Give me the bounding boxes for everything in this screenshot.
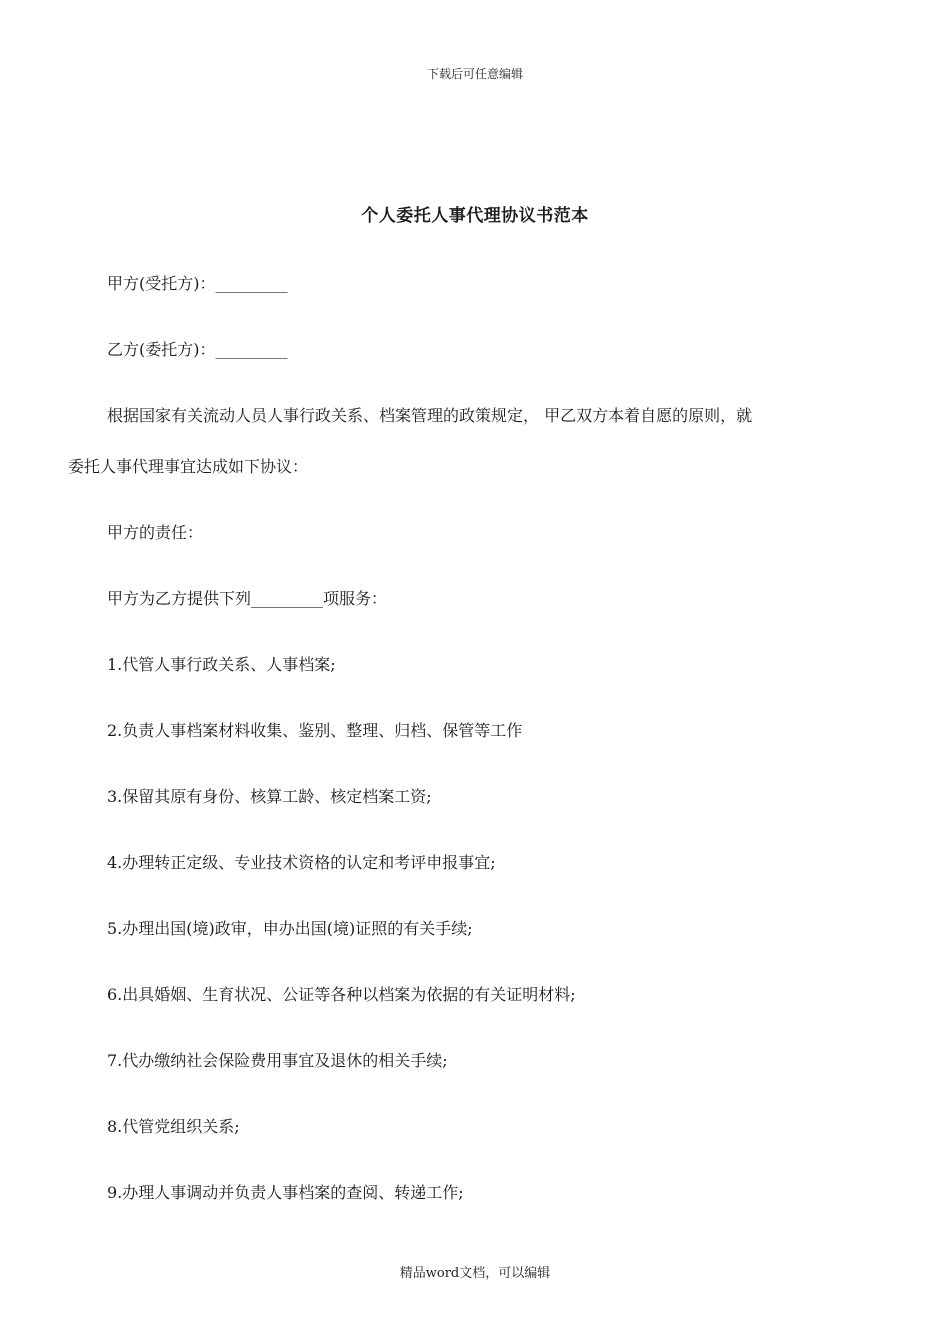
- party-b-line: 乙方(委托方)：_________: [107, 340, 288, 359]
- intro-paragraph-line-2: 委托人事代理事宜达成如下协议：: [68, 457, 309, 476]
- list-item: 2.负责人事档案材料收集、鉴别、整理、归档、保管等工作: [107, 721, 523, 740]
- party-a-duties-heading: 甲方的责任：: [107, 523, 204, 542]
- list-item: 7.代办缴纳社会保险费用事宜及退休的相关手续;: [107, 1051, 448, 1070]
- list-item: 3.保留其原有身份、核算工龄、核定档案工资;: [107, 787, 432, 806]
- party-a-line: 甲方(受托方)：_________: [107, 274, 288, 293]
- intro-paragraph-line-1: 根据国家有关流动人员人事行政关系、档案管理的政策规定， 甲乙双方本着自愿的原则，就: [107, 406, 753, 425]
- page-footer: 精品word文档，可以编辑: [399, 1266, 551, 1281]
- list-item: 4.办理转正定级、专业技术资格的认定和考评申报事宜;: [107, 853, 496, 872]
- list-item: 5.办理出国(境)政审，申办出国(境)证照的有关手续;: [107, 919, 473, 938]
- list-item: 9.办理人事调动并负责人事档案的查阅、转递工作;: [107, 1183, 464, 1202]
- page-header: 下载后可任意编辑: [426, 67, 523, 81]
- list-item: 8.代管党组织关系;: [107, 1117, 240, 1136]
- services-line: 甲方为乙方提供下列_________项服务：: [107, 589, 388, 608]
- list-item: 6.出具婚姻、生育状况、公证等各种以档案为依据的有关证明材料;: [107, 985, 576, 1004]
- document-title: 个人委托人事代理协议书范本: [361, 206, 589, 226]
- list-item: 1.代管人事行政关系、人事档案;: [107, 655, 336, 674]
